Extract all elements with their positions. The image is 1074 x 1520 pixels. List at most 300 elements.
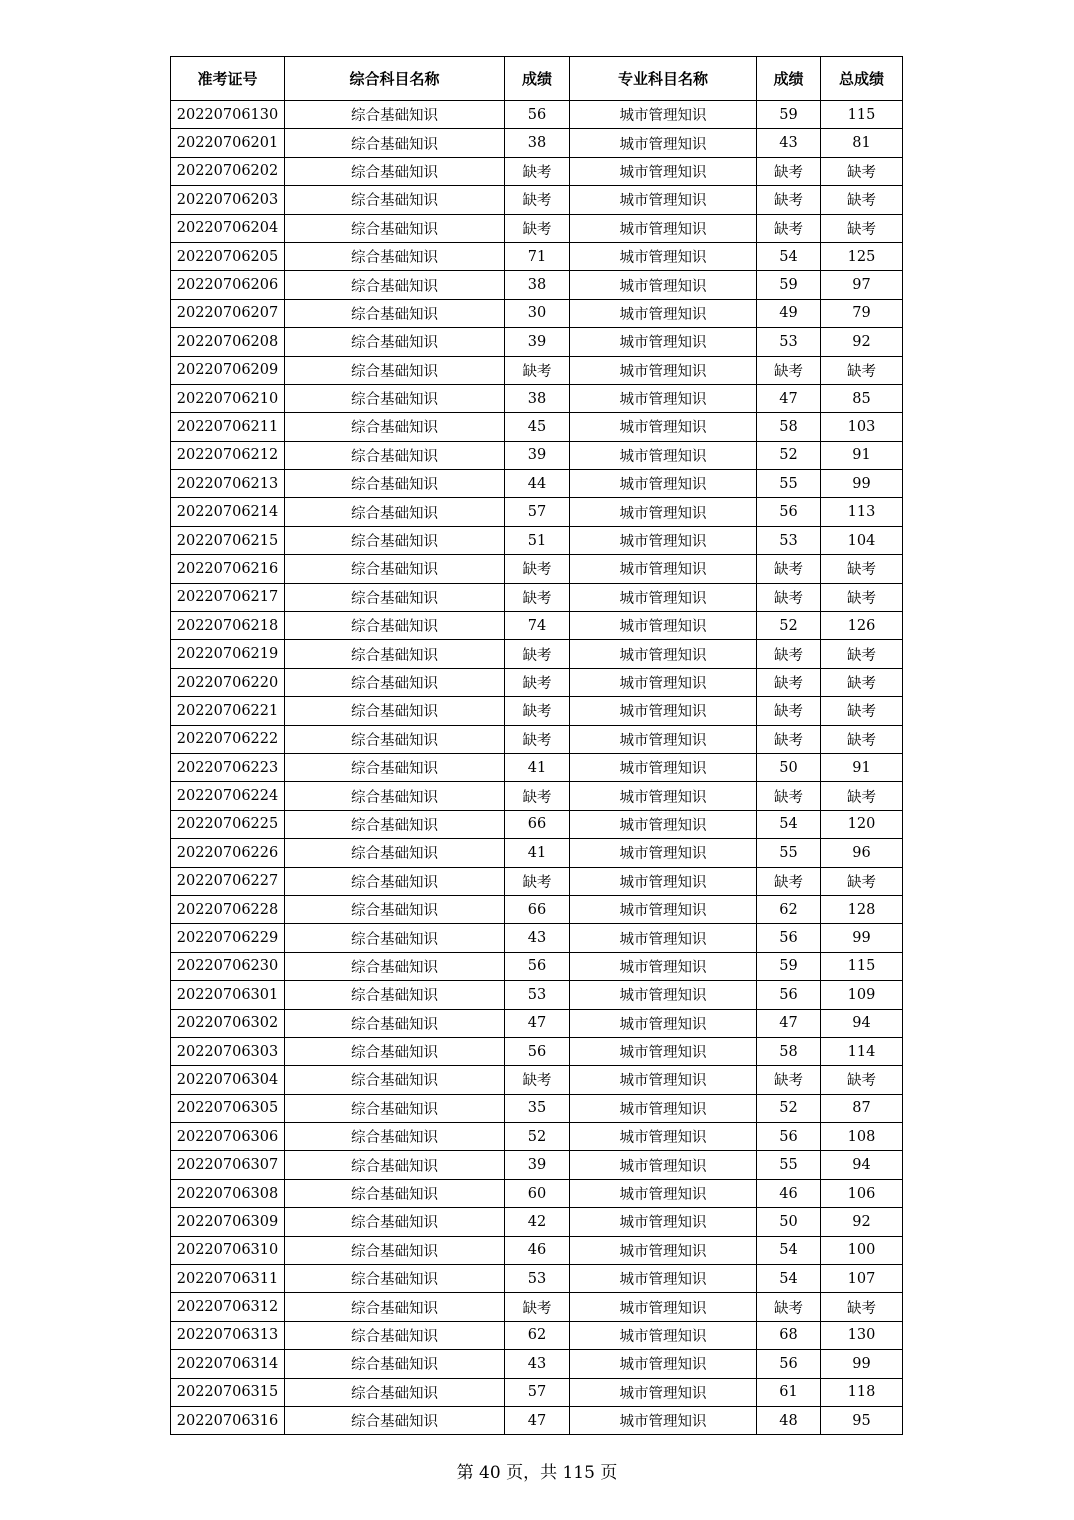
major-subject-cell: 城市管理知识 [570, 924, 757, 952]
major-score-cell: 59 [757, 271, 821, 299]
table-row [171, 952, 903, 980]
general-score-cell: 38 [505, 384, 570, 412]
exam-id-cell: 20220706308 [171, 1179, 285, 1207]
exam-id-cell: 20220706306 [171, 1123, 285, 1151]
general-score-cell: 66 [505, 895, 570, 923]
major-score-cell: 47 [757, 1009, 821, 1037]
major-score-cell: 46 [757, 1179, 821, 1207]
major-subject-cell: 城市管理知识 [570, 555, 757, 583]
table-row [171, 1378, 903, 1406]
score-table [170, 56, 903, 1435]
total-score-cell: 91 [821, 753, 903, 781]
table-row [171, 356, 903, 384]
exam-id-cell: 20220706201 [171, 129, 285, 157]
major-subject-cell: 城市管理知识 [570, 1179, 757, 1207]
score-table-body [171, 101, 903, 1435]
general-subject-cell: 综合基础知识 [285, 498, 505, 526]
major-score-cell: 68 [757, 1321, 821, 1349]
general-score-cell: 43 [505, 924, 570, 952]
major-subject-cell: 城市管理知识 [570, 1378, 757, 1406]
table-row [171, 271, 903, 299]
total-score-cell: 113 [821, 498, 903, 526]
major-score-cell: 50 [757, 1208, 821, 1236]
total-score-cell: 79 [821, 299, 903, 327]
header-major-score: 成绩 [757, 57, 821, 101]
total-score-cell: 107 [821, 1265, 903, 1293]
total-score-cell: 99 [821, 924, 903, 952]
general-subject-cell: 综合基础知识 [285, 384, 505, 412]
total-score-cell: 缺考 [821, 583, 903, 611]
major-subject-cell: 城市管理知识 [570, 1293, 757, 1321]
exam-id-cell: 20220706314 [171, 1350, 285, 1378]
total-score-cell: 115 [821, 952, 903, 980]
major-score-cell: 53 [757, 526, 821, 554]
general-subject-cell: 综合基础知识 [285, 668, 505, 696]
table-row [171, 612, 903, 640]
general-subject-cell: 综合基础知识 [285, 895, 505, 923]
header-general-score: 成绩 [505, 57, 570, 101]
exam-id-cell: 20220706213 [171, 470, 285, 498]
general-subject-cell: 综合基础知识 [285, 981, 505, 1009]
major-score-cell: 55 [757, 470, 821, 498]
table-row [171, 413, 903, 441]
general-subject-cell: 综合基础知识 [285, 1378, 505, 1406]
general-subject-cell: 综合基础知识 [285, 753, 505, 781]
table-row [171, 129, 903, 157]
major-subject-cell: 城市管理知识 [570, 384, 757, 412]
general-subject-cell: 综合基础知识 [285, 356, 505, 384]
major-score-cell: 52 [757, 441, 821, 469]
total-score-cell: 缺考 [821, 214, 903, 242]
general-score-cell: 66 [505, 810, 570, 838]
general-subject-cell: 综合基础知识 [285, 1350, 505, 1378]
table-row [171, 1265, 903, 1293]
general-score-cell: 35 [505, 1094, 570, 1122]
major-subject-cell: 城市管理知识 [570, 612, 757, 640]
exam-id-cell: 20220706210 [171, 384, 285, 412]
exam-id-cell: 20220706225 [171, 810, 285, 838]
major-subject-cell: 城市管理知识 [570, 1151, 757, 1179]
exam-id-cell: 20220706209 [171, 356, 285, 384]
total-score-cell: 100 [821, 1236, 903, 1264]
major-score-cell: 56 [757, 981, 821, 1009]
general-score-cell: 47 [505, 1406, 570, 1434]
general-subject-cell: 综合基础知识 [285, 1037, 505, 1065]
exam-id-cell: 20220706216 [171, 555, 285, 583]
general-subject-cell: 综合基础知识 [285, 441, 505, 469]
general-score-cell: 46 [505, 1236, 570, 1264]
major-score-cell: 缺考 [757, 1293, 821, 1321]
general-subject-cell: 综合基础知识 [285, 526, 505, 554]
general-score-cell: 57 [505, 498, 570, 526]
major-score-cell: 59 [757, 101, 821, 129]
general-subject-cell: 综合基础知识 [285, 1151, 505, 1179]
major-score-cell: 56 [757, 498, 821, 526]
exam-id-cell: 20220706316 [171, 1406, 285, 1434]
table-row [171, 101, 903, 129]
total-score-cell: 99 [821, 470, 903, 498]
major-subject-cell: 城市管理知识 [570, 129, 757, 157]
table-row [171, 441, 903, 469]
exam-id-cell: 20220706212 [171, 441, 285, 469]
exam-id-cell: 20220706224 [171, 782, 285, 810]
page-footer: 第 40 页，共 115 页 [456, 1463, 618, 1483]
major-subject-cell: 城市管理知识 [570, 1236, 757, 1264]
exam-id-cell: 20220706202 [171, 157, 285, 185]
total-score-cell: 缺考 [821, 356, 903, 384]
total-score-cell: 缺考 [821, 697, 903, 725]
major-score-cell: 缺考 [757, 697, 821, 725]
exam-id-cell: 20220706218 [171, 612, 285, 640]
general-subject-cell: 综合基础知识 [285, 1179, 505, 1207]
general-score-cell: 38 [505, 129, 570, 157]
major-subject-cell: 城市管理知识 [570, 498, 757, 526]
general-score-cell: 42 [505, 1208, 570, 1236]
table-row [171, 1123, 903, 1151]
total-score-cell: 118 [821, 1378, 903, 1406]
total-score-cell: 缺考 [821, 725, 903, 753]
major-subject-cell: 城市管理知识 [570, 1265, 757, 1293]
major-score-cell: 缺考 [757, 640, 821, 668]
major-subject-cell: 城市管理知识 [570, 867, 757, 895]
table-row [171, 668, 903, 696]
total-score-cell: 缺考 [821, 867, 903, 895]
major-subject-cell: 城市管理知识 [570, 328, 757, 356]
table-row [171, 924, 903, 952]
exam-id-cell: 20220706302 [171, 1009, 285, 1037]
general-score-cell: 56 [505, 101, 570, 129]
exam-id-cell: 20220706304 [171, 1066, 285, 1094]
general-score-cell: 39 [505, 441, 570, 469]
general-subject-cell: 综合基础知识 [285, 1066, 505, 1094]
table-row [171, 867, 903, 895]
exam-id-cell: 20220706301 [171, 981, 285, 1009]
table-row [171, 1293, 903, 1321]
exam-id-cell: 20220706307 [171, 1151, 285, 1179]
general-score-cell: 56 [505, 952, 570, 980]
general-score-cell: 60 [505, 1179, 570, 1207]
total-score-cell: 96 [821, 839, 903, 867]
general-score-cell: 缺考 [505, 214, 570, 242]
exam-id-cell: 20220706227 [171, 867, 285, 895]
general-subject-cell: 综合基础知识 [285, 242, 505, 270]
general-subject-cell: 综合基础知识 [285, 924, 505, 952]
total-score-cell: 106 [821, 1179, 903, 1207]
general-subject-cell: 综合基础知识 [285, 1321, 505, 1349]
major-subject-cell: 城市管理知识 [570, 1208, 757, 1236]
total-score-cell: 114 [821, 1037, 903, 1065]
table-row [171, 895, 903, 923]
major-score-cell: 52 [757, 1094, 821, 1122]
general-score-cell: 45 [505, 413, 570, 441]
general-subject-cell: 综合基础知识 [285, 1406, 505, 1434]
major-score-cell: 53 [757, 328, 821, 356]
general-subject-cell: 综合基础知识 [285, 839, 505, 867]
header-exam-id: 准考证号 [171, 57, 285, 101]
exam-id-cell: 20220706214 [171, 498, 285, 526]
total-score-cell: 95 [821, 1406, 903, 1434]
total-score-cell: 109 [821, 981, 903, 1009]
table-row [171, 299, 903, 327]
major-score-cell: 47 [757, 384, 821, 412]
major-score-cell: 56 [757, 1350, 821, 1378]
score-sheet [170, 56, 902, 1435]
total-score-cell: 81 [821, 129, 903, 157]
major-score-cell: 缺考 [757, 583, 821, 611]
exam-id-cell: 20220706303 [171, 1037, 285, 1065]
table-row [171, 470, 903, 498]
exam-id-cell: 20220706217 [171, 583, 285, 611]
table-row [171, 328, 903, 356]
general-subject-cell: 综合基础知识 [285, 725, 505, 753]
table-row [171, 384, 903, 412]
major-score-cell: 缺考 [757, 186, 821, 214]
table-row [171, 1066, 903, 1094]
major-score-cell: 缺考 [757, 668, 821, 696]
major-score-cell: 48 [757, 1406, 821, 1434]
general-score-cell: 38 [505, 271, 570, 299]
general-subject-cell: 综合基础知识 [285, 157, 505, 185]
total-score-cell: 126 [821, 612, 903, 640]
general-subject-cell: 综合基础知识 [285, 555, 505, 583]
total-score-cell: 缺考 [821, 186, 903, 214]
total-score-cell: 缺考 [821, 668, 903, 696]
table-row [171, 1094, 903, 1122]
major-score-cell: 61 [757, 1378, 821, 1406]
table-row [171, 782, 903, 810]
general-subject-cell: 综合基础知识 [285, 1009, 505, 1037]
major-score-cell: 缺考 [757, 157, 821, 185]
major-subject-cell: 城市管理知识 [570, 668, 757, 696]
exam-id-cell: 20220706206 [171, 271, 285, 299]
major-subject-cell: 城市管理知识 [570, 214, 757, 242]
total-score-cell: 87 [821, 1094, 903, 1122]
table-row [171, 839, 903, 867]
table-row [171, 1037, 903, 1065]
major-score-cell: 54 [757, 810, 821, 838]
major-subject-cell: 城市管理知识 [570, 753, 757, 781]
total-score-cell: 缺考 [821, 782, 903, 810]
exam-id-cell: 20220706204 [171, 214, 285, 242]
table-row [171, 1236, 903, 1264]
general-score-cell: 缺考 [505, 157, 570, 185]
header-total-score: 总成绩 [821, 57, 903, 101]
general-score-cell: 52 [505, 1123, 570, 1151]
general-subject-cell: 综合基础知识 [285, 1094, 505, 1122]
header-general-subject: 综合科目名称 [285, 57, 505, 101]
major-subject-cell: 城市管理知识 [570, 1009, 757, 1037]
exam-id-cell: 20220706222 [171, 725, 285, 753]
major-subject-cell: 城市管理知识 [570, 1350, 757, 1378]
table-row [171, 753, 903, 781]
exam-id-cell: 20220706310 [171, 1236, 285, 1264]
exam-id-cell: 20220706208 [171, 328, 285, 356]
total-score-cell: 99 [821, 1350, 903, 1378]
general-score-cell: 62 [505, 1321, 570, 1349]
major-score-cell: 58 [757, 1037, 821, 1065]
general-subject-cell: 综合基础知识 [285, 1293, 505, 1321]
exam-id-cell: 20220706228 [171, 895, 285, 923]
major-score-cell: 55 [757, 1151, 821, 1179]
major-subject-cell: 城市管理知识 [570, 1321, 757, 1349]
major-score-cell: 58 [757, 413, 821, 441]
major-subject-cell: 城市管理知识 [570, 952, 757, 980]
major-subject-cell: 城市管理知识 [570, 1406, 757, 1434]
major-subject-cell: 城市管理知识 [570, 271, 757, 299]
major-score-cell: 56 [757, 1123, 821, 1151]
major-score-cell: 缺考 [757, 214, 821, 242]
table-row [171, 498, 903, 526]
total-score-cell: 94 [821, 1151, 903, 1179]
major-score-cell: 54 [757, 242, 821, 270]
total-score-cell: 97 [821, 271, 903, 299]
major-score-cell: 缺考 [757, 782, 821, 810]
major-score-cell: 缺考 [757, 725, 821, 753]
table-row [171, 1009, 903, 1037]
general-score-cell: 缺考 [505, 555, 570, 583]
total-score-cell: 130 [821, 1321, 903, 1349]
major-subject-cell: 城市管理知识 [570, 640, 757, 668]
general-score-cell: 39 [505, 328, 570, 356]
exam-id-cell: 20220706221 [171, 697, 285, 725]
table-row [171, 157, 903, 185]
table-row [171, 640, 903, 668]
general-subject-cell: 综合基础知识 [285, 271, 505, 299]
major-subject-cell: 城市管理知识 [570, 895, 757, 923]
table-row [171, 697, 903, 725]
exam-id-cell: 20220706205 [171, 242, 285, 270]
header-major-subject: 专业科目名称 [570, 57, 757, 101]
general-subject-cell: 综合基础知识 [285, 810, 505, 838]
exam-id-cell: 20220706312 [171, 1293, 285, 1321]
total-score-cell: 94 [821, 1009, 903, 1037]
general-score-cell: 缺考 [505, 697, 570, 725]
exam-id-cell: 20220706305 [171, 1094, 285, 1122]
general-score-cell: 41 [505, 839, 570, 867]
general-score-cell: 30 [505, 299, 570, 327]
general-score-cell: 56 [505, 1037, 570, 1065]
total-score-cell: 108 [821, 1123, 903, 1151]
total-score-cell: 104 [821, 526, 903, 554]
general-subject-cell: 综合基础知识 [285, 413, 505, 441]
table-row [171, 526, 903, 554]
table-row [171, 555, 903, 583]
general-subject-cell: 综合基础知识 [285, 1265, 505, 1293]
exam-id-cell: 20220706220 [171, 668, 285, 696]
exam-id-cell: 20220706203 [171, 186, 285, 214]
major-score-cell: 52 [757, 612, 821, 640]
exam-id-cell: 20220706229 [171, 924, 285, 952]
general-score-cell: 43 [505, 1350, 570, 1378]
table-row [171, 1208, 903, 1236]
total-score-cell: 92 [821, 1208, 903, 1236]
major-score-cell: 49 [757, 299, 821, 327]
table-row [171, 1151, 903, 1179]
major-subject-cell: 城市管理知识 [570, 725, 757, 753]
total-score-cell: 103 [821, 413, 903, 441]
major-subject-cell: 城市管理知识 [570, 1094, 757, 1122]
general-score-cell: 缺考 [505, 356, 570, 384]
major-subject-cell: 城市管理知识 [570, 526, 757, 554]
major-score-cell: 缺考 [757, 1066, 821, 1094]
major-score-cell: 59 [757, 952, 821, 980]
major-score-cell: 缺考 [757, 867, 821, 895]
major-subject-cell: 城市管理知识 [570, 299, 757, 327]
table-row [171, 1406, 903, 1434]
total-score-cell: 91 [821, 441, 903, 469]
general-score-cell: 缺考 [505, 640, 570, 668]
major-score-cell: 55 [757, 839, 821, 867]
total-score-cell: 128 [821, 895, 903, 923]
table-row [171, 810, 903, 838]
general-score-cell: 缺考 [505, 186, 570, 214]
exam-id-cell: 20220706311 [171, 1265, 285, 1293]
general-subject-cell: 综合基础知识 [285, 612, 505, 640]
major-subject-cell: 城市管理知识 [570, 356, 757, 384]
general-subject-cell: 综合基础知识 [285, 214, 505, 242]
total-score-cell: 120 [821, 810, 903, 838]
general-score-cell: 缺考 [505, 583, 570, 611]
general-score-cell: 39 [505, 1151, 570, 1179]
total-score-cell: 85 [821, 384, 903, 412]
exam-id-cell: 20220706226 [171, 839, 285, 867]
major-subject-cell: 城市管理知识 [570, 583, 757, 611]
major-subject-cell: 城市管理知识 [570, 1037, 757, 1065]
total-score-cell: 缺考 [821, 555, 903, 583]
general-score-cell: 41 [505, 753, 570, 781]
table-row [171, 1321, 903, 1349]
major-subject-cell: 城市管理知识 [570, 101, 757, 129]
table-row [171, 214, 903, 242]
exam-id-cell: 20220706230 [171, 952, 285, 980]
major-subject-cell: 城市管理知识 [570, 441, 757, 469]
major-score-cell: 缺考 [757, 356, 821, 384]
general-subject-cell: 综合基础知识 [285, 101, 505, 129]
table-row [171, 583, 903, 611]
major-subject-cell: 城市管理知识 [570, 1123, 757, 1151]
general-score-cell: 47 [505, 1009, 570, 1037]
exam-id-cell: 20220706215 [171, 526, 285, 554]
general-score-cell: 44 [505, 470, 570, 498]
general-subject-cell: 综合基础知识 [285, 328, 505, 356]
total-score-cell: 缺考 [821, 1066, 903, 1094]
general-score-cell: 74 [505, 612, 570, 640]
total-score-cell: 缺考 [821, 157, 903, 185]
major-score-cell: 56 [757, 924, 821, 952]
table-row [171, 1179, 903, 1207]
general-subject-cell: 综合基础知识 [285, 186, 505, 214]
general-subject-cell: 综合基础知识 [285, 470, 505, 498]
major-subject-cell: 城市管理知识 [570, 413, 757, 441]
general-subject-cell: 综合基础知识 [285, 867, 505, 895]
total-score-cell: 缺考 [821, 1293, 903, 1321]
general-score-cell: 缺考 [505, 1293, 570, 1321]
total-score-cell: 92 [821, 328, 903, 356]
total-score-cell: 115 [821, 101, 903, 129]
exam-id-cell: 20220706309 [171, 1208, 285, 1236]
major-score-cell: 缺考 [757, 555, 821, 583]
major-subject-cell: 城市管理知识 [570, 470, 757, 498]
header-row [171, 57, 903, 101]
major-score-cell: 50 [757, 753, 821, 781]
exam-id-cell: 20220706219 [171, 640, 285, 668]
general-score-cell: 缺考 [505, 725, 570, 753]
general-score-cell: 缺考 [505, 668, 570, 696]
total-score-cell: 125 [821, 242, 903, 270]
general-score-cell: 53 [505, 1265, 570, 1293]
exam-id-cell: 20220706315 [171, 1378, 285, 1406]
general-subject-cell: 综合基础知识 [285, 129, 505, 157]
